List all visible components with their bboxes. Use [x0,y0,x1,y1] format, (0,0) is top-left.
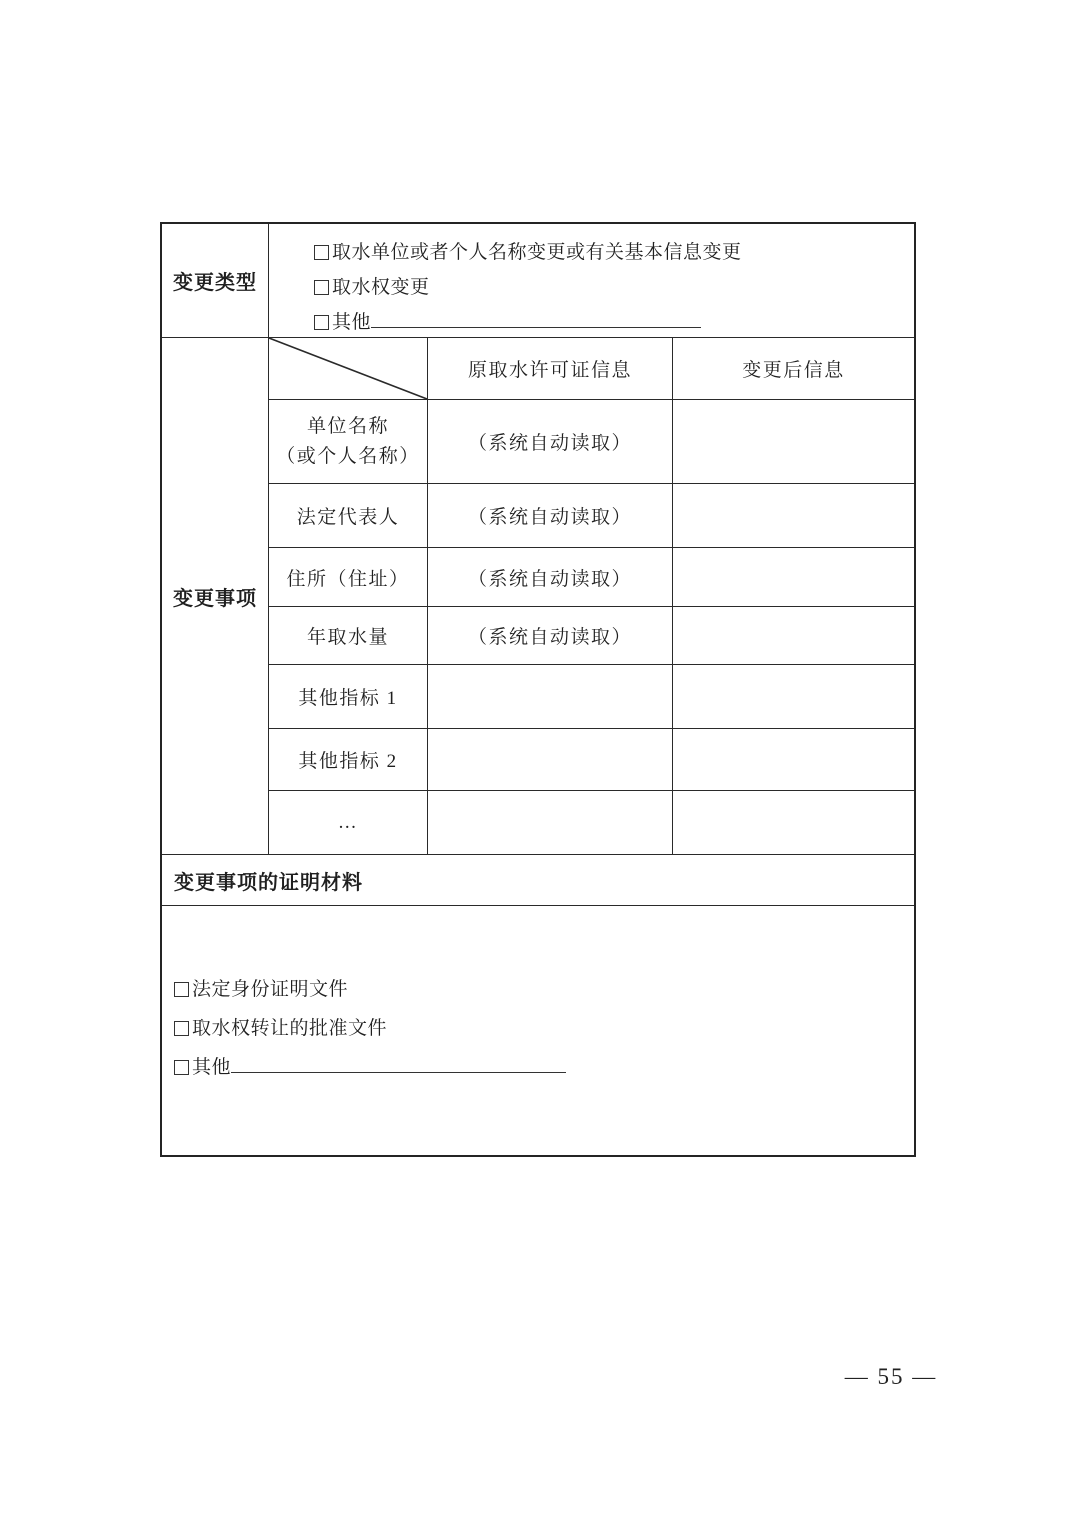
change-type-option-2 [314,270,904,305]
cell-after-value [672,606,914,664]
cell-after-value [672,399,914,483]
materials-section-header [162,854,914,905]
cell-original-value [427,664,672,728]
cell-after-value [672,547,914,606]
change-type-row [162,224,914,337]
cell-original-value: （系统自动读取） [427,483,672,547]
change-items-row [162,337,914,854]
option-label: 法定身份证明文件 [192,979,349,1000]
checkbox-icon[interactable] [314,315,329,330]
cell-after-value [672,728,914,790]
option-label: 取水单位或者个人名称变更或有关基本信息变更 [332,242,742,263]
checkbox-icon[interactable] [174,1060,189,1075]
materials-option-transfer-approval [174,1009,904,1048]
checkbox-icon[interactable] [314,280,329,295]
materials-title: 变更事项的证明材料 [174,871,363,894]
row-header-unit-name [269,399,427,483]
cell-original-value: （系统自动读取） [427,399,672,483]
change-type-label: 变更类型 [162,224,269,337]
permit-change-form-table [160,222,916,1157]
change-type-option-other [314,305,904,340]
materials-option-other [174,1048,904,1087]
fill-in-blank-line[interactable] [231,1053,566,1073]
materials-options-cell [162,905,914,1155]
diagonal-line-icon [269,338,427,399]
diagonal-header-cell [269,338,427,399]
row-header-other-indicator-2: 其他指标 2 [269,728,427,790]
column-header-after: 变更后信息 [672,338,914,399]
fill-in-blank-line[interactable] [371,308,701,328]
cell-original-value: （系统自动读取） [427,547,672,606]
cell-original-value [427,790,672,854]
row-header-line: 单位名称 [306,416,389,438]
option-label: 取水权转让的批准文件 [192,1018,388,1039]
row-header-other-indicator-1: 其他指标 1 [269,664,427,728]
row-header-ellipsis: ... [269,790,427,854]
cell-after-value [672,483,914,547]
cell-original-value: （系统自动读取） [427,606,672,664]
cell-after-value [672,664,914,728]
row-header-address: 住所（住址） [269,547,427,606]
row-header-line: （或个人名称） [276,445,420,467]
row-header-legal-representative: 法定代表人 [269,483,427,547]
checkbox-icon[interactable] [174,1021,189,1036]
option-label: 其他 [192,1057,232,1078]
cell-after-value [672,790,914,854]
checkbox-icon[interactable] [174,982,189,997]
change-type-options [269,224,914,337]
option-label: 取水权变更 [332,277,430,298]
materials-option-identity [174,970,904,1009]
cell-original-value [427,728,672,790]
checkbox-icon[interactable] [314,245,329,260]
change-items-label: 变更事项 [162,338,269,854]
change-items-table [269,338,914,854]
page-number: — 55 — [844,1364,938,1389]
column-header-original: 原取水许可证信息 [427,338,672,399]
row-header-annual-water-intake: 年取水量 [269,606,427,664]
option-label: 其他 [332,312,372,333]
change-type-option-1 [314,235,904,270]
